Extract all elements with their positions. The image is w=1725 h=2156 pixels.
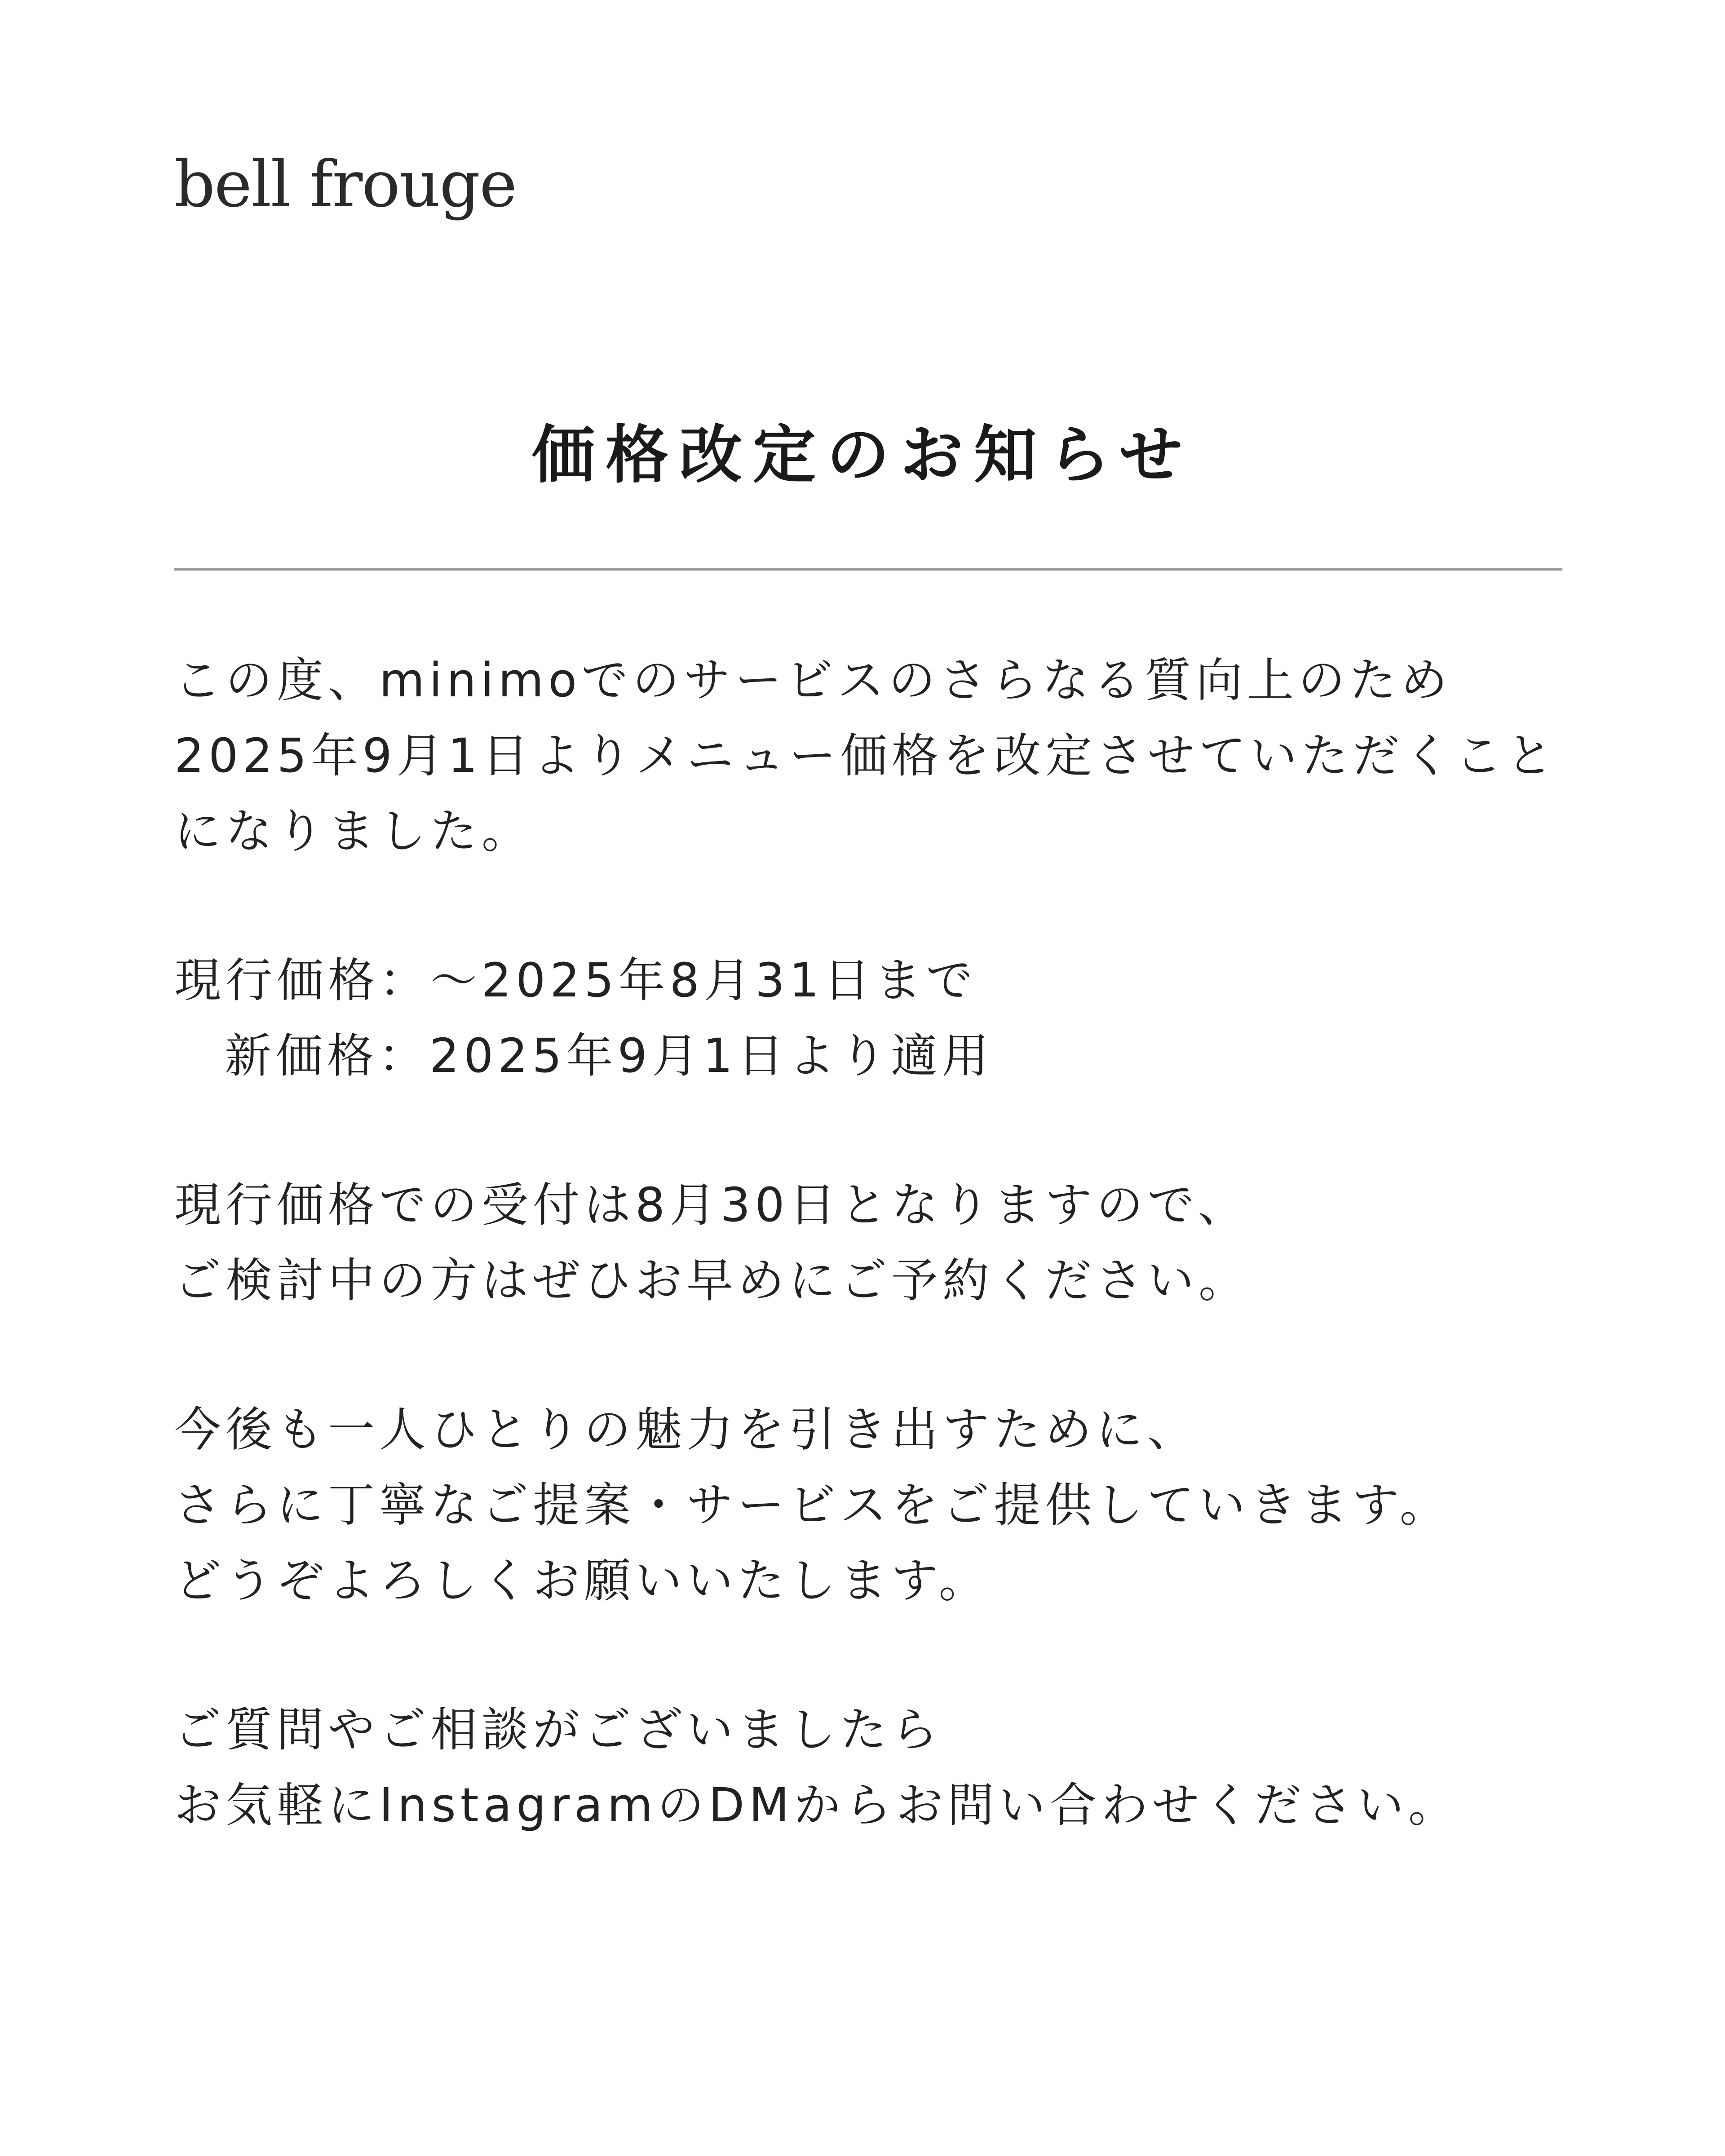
- brand-logo: bell frouge: [174, 147, 517, 221]
- deadline-line: ご検討中の方はぜひお早めにご予約ください。: [174, 1253, 1250, 1308]
- page-title: 価格改定のお知らせ: [532, 419, 1193, 492]
- contact-line: ご質問やご相談がございましたら: [174, 1702, 943, 1757]
- closing-line: どうぞよろしくお願いいたします。: [174, 1553, 990, 1608]
- title-divider: [174, 568, 1562, 571]
- closing-paragraph: [174, 1392, 1567, 1618]
- intro-paragraph: [174, 642, 1567, 869]
- intro-line: になりました。: [174, 804, 533, 859]
- closing-line: さらに丁寧なご提案・サービスをご提供していきます。: [174, 1478, 1451, 1532]
- new-price-line: 新価格：2025年9月1日より適用: [225, 1028, 994, 1083]
- deadline-line: 現行価格での受付は8月30日となりますので、: [174, 1178, 1249, 1232]
- contact-paragraph: [174, 1692, 1567, 1843]
- intro-line: この度、minimoでのサービスのさらなる質向上のため: [174, 653, 1452, 708]
- intro-line: 2025年9月1日よりメニュー価格を改定させていただくこと: [174, 728, 1558, 783]
- deadline-paragraph: [174, 1167, 1567, 1318]
- notice-body: [174, 642, 1567, 1843]
- current-price-line: 現行価格：〜2025年8月31日まで: [174, 953, 978, 1008]
- price-schedule: [174, 943, 1567, 1093]
- closing-line: 今後も一人ひとりの魅力を引き出すために、: [174, 1402, 1199, 1457]
- contact-line: お気軽にInstagramのDMからお問い合わせください。: [174, 1778, 1460, 1833]
